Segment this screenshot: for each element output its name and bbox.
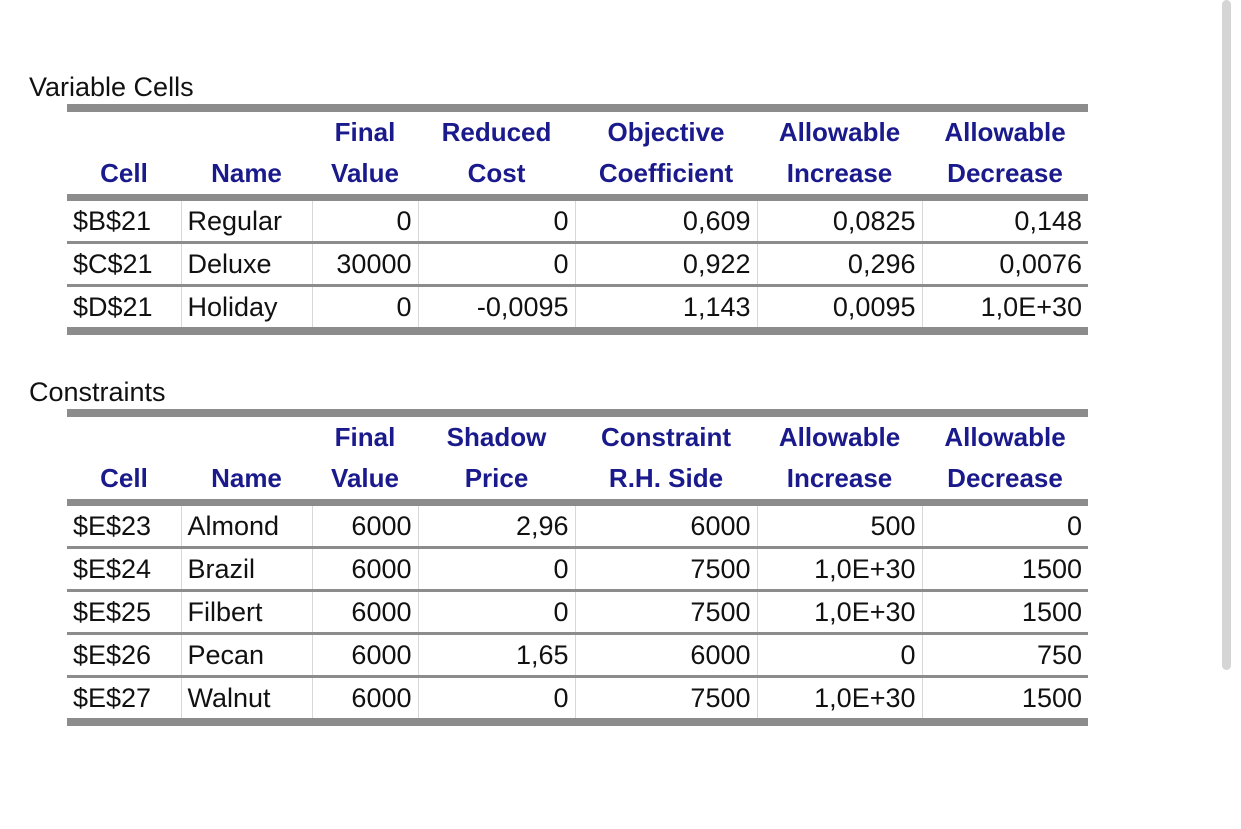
header-objective-line2: Coefficient [575, 153, 757, 198]
reduced-cost: -0,0095 [418, 286, 575, 332]
cell-ref: $E$25 [67, 591, 181, 634]
final-value: 6000 [312, 503, 418, 548]
header-name: Name [181, 153, 312, 198]
header-cell: Cell [67, 153, 181, 198]
allowable-increase: 0,0825 [757, 198, 922, 243]
final-value: 0 [312, 286, 418, 332]
objective-coefficient: 0,609 [575, 198, 757, 243]
allowable-increase: 0,296 [757, 243, 922, 286]
header-decrease-line2: Decrease [922, 153, 1088, 198]
allowable-increase: 0 [757, 634, 922, 677]
allowable-decrease: 1500 [922, 677, 1088, 723]
allowable-increase: 1,0E+30 [757, 591, 922, 634]
allowable-increase: 1,0E+30 [757, 548, 922, 591]
cell-name: Brazil [181, 548, 312, 591]
cell-name: Filbert [181, 591, 312, 634]
shadow-price: 0 [418, 548, 575, 591]
cell-ref: $B$21 [67, 198, 181, 243]
constraints-title: Constraints [29, 377, 166, 407]
table-row [67, 198, 1088, 243]
table-row [67, 591, 1088, 634]
header-increase-line2: Increase [757, 458, 922, 503]
header-cell-blank [67, 413, 181, 458]
constraints-table [67, 409, 1088, 726]
header-reduced-line2: Cost [418, 153, 575, 198]
shadow-price: 0 [418, 591, 575, 634]
cell-ref: $E$23 [67, 503, 181, 548]
variable-cells-title: Variable Cells [29, 72, 194, 102]
allowable-decrease: 0 [922, 503, 1088, 548]
objective-coefficient: 1,143 [575, 286, 757, 332]
header-cell: Cell [67, 458, 181, 503]
header-rhs-line1: Constraint [575, 413, 757, 458]
reduced-cost: 0 [418, 198, 575, 243]
cell-ref: $E$24 [67, 548, 181, 591]
header-decrease-line2: Decrease [922, 458, 1088, 503]
table-row [67, 548, 1088, 591]
final-value: 6000 [312, 591, 418, 634]
cell-name: Almond [181, 503, 312, 548]
allowable-increase: 1,0E+30 [757, 677, 922, 723]
table-row [67, 286, 1088, 332]
header-cell-blank [67, 108, 181, 153]
header-decrease-line1: Allowable [922, 108, 1088, 153]
shadow-price: 0 [418, 677, 575, 723]
header-objective-line1: Objective [575, 108, 757, 153]
header-reduced-line1: Reduced [418, 108, 575, 153]
shadow-price: 2,96 [418, 503, 575, 548]
cell-ref: $C$21 [67, 243, 181, 286]
allowable-decrease: 750 [922, 634, 1088, 677]
cell-name: Holiday [181, 286, 312, 332]
header-shadow-line1: Shadow [418, 413, 575, 458]
header-increase-line2: Increase [757, 153, 922, 198]
cell-ref: $D$21 [67, 286, 181, 332]
final-value: 30000 [312, 243, 418, 286]
header-shadow-line2: Price [418, 458, 575, 503]
header-rhs-line2: R.H. Side [575, 458, 757, 503]
table-row [67, 503, 1088, 548]
allowable-decrease: 1,0E+30 [922, 286, 1088, 332]
constraint-rhs: 7500 [575, 591, 757, 634]
header-name-blank [181, 108, 312, 153]
constraint-rhs: 7500 [575, 677, 757, 723]
cell-ref: $E$27 [67, 677, 181, 723]
final-value: 0 [312, 198, 418, 243]
header-decrease-line1: Allowable [922, 413, 1088, 458]
variable-cells-table [67, 104, 1088, 335]
vertical-scrollbar[interactable] [1222, 0, 1231, 670]
final-value: 6000 [312, 677, 418, 723]
header-final-line2: Value [312, 153, 418, 198]
header-name-blank [181, 413, 312, 458]
header-increase-line1: Allowable [757, 413, 922, 458]
table-row [67, 243, 1088, 286]
objective-coefficient: 0,922 [575, 243, 757, 286]
constraint-rhs: 6000 [575, 503, 757, 548]
final-value: 6000 [312, 634, 418, 677]
reduced-cost: 0 [418, 243, 575, 286]
constraint-rhs: 7500 [575, 548, 757, 591]
table-row [67, 634, 1088, 677]
cell-ref: $E$26 [67, 634, 181, 677]
allowable-decrease: 0,0076 [922, 243, 1088, 286]
header-name: Name [181, 458, 312, 503]
cell-name: Regular [181, 198, 312, 243]
allowable-increase: 0,0095 [757, 286, 922, 332]
final-value: 6000 [312, 548, 418, 591]
cell-name: Pecan [181, 634, 312, 677]
allowable-decrease: 1500 [922, 591, 1088, 634]
table-row [67, 677, 1088, 723]
header-final-line1: Final [312, 413, 418, 458]
shadow-price: 1,65 [418, 634, 575, 677]
header-increase-line1: Allowable [757, 108, 922, 153]
header-final-line2: Value [312, 458, 418, 503]
header-final-line1: Final [312, 108, 418, 153]
cell-name: Walnut [181, 677, 312, 723]
constraint-rhs: 6000 [575, 634, 757, 677]
allowable-decrease: 1500 [922, 548, 1088, 591]
cell-name: Deluxe [181, 243, 312, 286]
allowable-decrease: 0,148 [922, 198, 1088, 243]
allowable-increase: 500 [757, 503, 922, 548]
